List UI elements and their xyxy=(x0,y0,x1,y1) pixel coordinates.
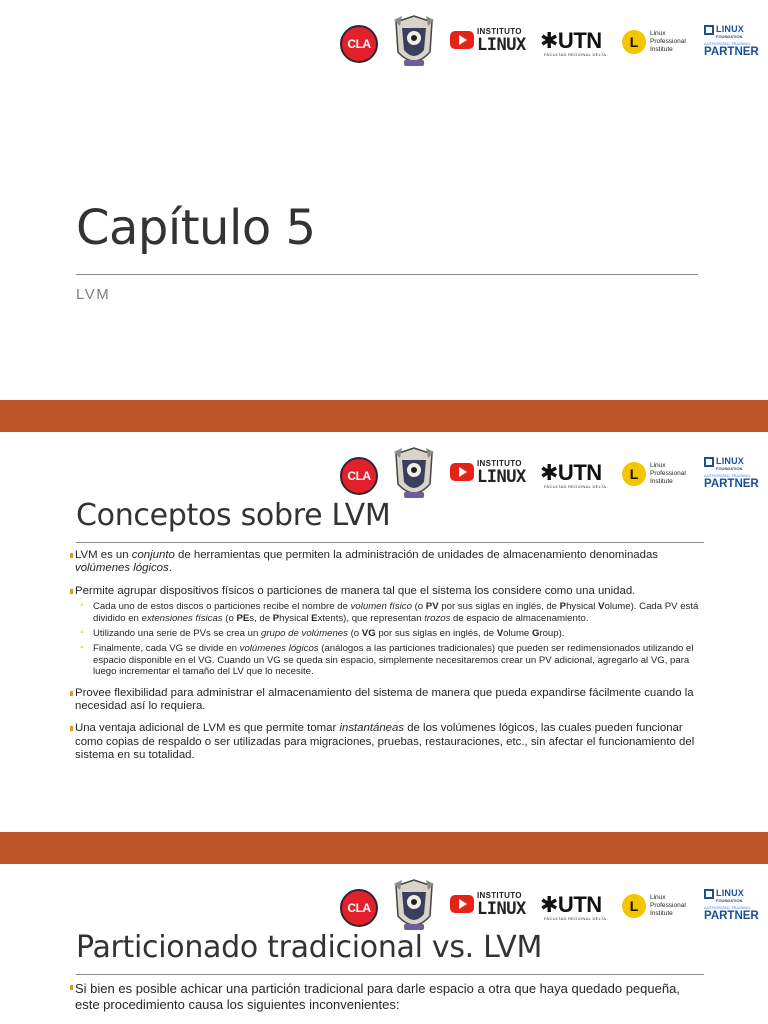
lf-logo-small: AUTHORIZED TRAINING xyxy=(704,473,751,478)
bullet-partition-issues: Si bien es posible achicar una partición tradicional para darle espacio a otra que haya quedado pequeña, este procedimiento causa los siguientes inconvenientes: xyxy=(70,981,708,1013)
sub-bullet-physical-volume: ◦ Cada uno de estos discos o particiones recibe el nombre de volumen físico (o PV por sus siglas en inglés, de Physical Volume). Cada PV está dividido en extensiones físicas (o PEs, de Physical Extents), que representan trozos de espacio de almacenamiento. xyxy=(93,601,708,624)
instituto-logo-top: INSTITUTO xyxy=(477,891,522,900)
title-divider xyxy=(76,542,704,543)
slide-1 xyxy=(0,0,768,400)
sub-bullet-volume-group: ◦ Utilizando una serie de PVs se crea un grupo de volúmenes (o VG por sus siglas en inglés, de Volume Group). xyxy=(93,628,708,639)
slide-title: Conceptos sobre LVM xyxy=(76,498,391,533)
chapter-title: Capítulo 5 xyxy=(76,200,316,256)
lf-logo-partner: PARTNER xyxy=(704,910,759,922)
utn-logo xyxy=(540,460,610,490)
instituto-linux-logo xyxy=(450,891,528,921)
linux-foundation-logo xyxy=(704,456,762,492)
instituto-linux-logo xyxy=(450,27,528,57)
utn-logo-subtext: FACULTAD REGIONAL DELTA xyxy=(544,52,607,57)
logo-bar xyxy=(338,878,762,934)
lf-logo-small: AUTHORIZED TRAINING xyxy=(704,905,751,910)
chapter-subtitle: LVM xyxy=(76,286,111,303)
university-crest-icon xyxy=(392,14,436,72)
lpi-logo xyxy=(622,26,692,58)
university-crest-icon xyxy=(392,446,436,504)
bullet-group-devices: Permite agrupar dispositivos físicos o particiones de manera tal que el sistema los considere como una unidad. xyxy=(70,585,708,598)
utn-logo-text: ✱UTN xyxy=(540,892,602,917)
lf-logo-top: LINUX xyxy=(716,24,744,34)
logo-bar xyxy=(338,14,762,70)
utn-logo-text: ✱UTN xyxy=(540,28,602,53)
slide-separator xyxy=(0,832,768,864)
youtube-play-icon xyxy=(450,463,474,481)
instituto-logo-top: INSTITUTO xyxy=(477,27,522,36)
slide-2 xyxy=(0,432,768,832)
utn-logo-subtext: FACULTAD REGIONAL DELTA xyxy=(544,916,607,921)
slide-separator xyxy=(0,400,768,432)
slide-body xyxy=(70,981,708,1022)
lpi-mark-icon: L xyxy=(622,462,646,486)
lf-logo-top: LINUX xyxy=(716,888,744,898)
cla-logo xyxy=(340,457,378,495)
cla-logo xyxy=(340,889,378,927)
cla-logo-text: CLA xyxy=(347,469,371,483)
lpi-logo-text: Linux Professional Institute xyxy=(650,30,686,53)
utn-logo xyxy=(540,892,610,922)
lpi-mark-icon: L xyxy=(622,894,646,918)
lf-logo-mid: FOUNDATION xyxy=(716,898,743,903)
lf-logo-mid: FOUNDATION xyxy=(716,34,743,39)
lf-logo-partner: PARTNER xyxy=(704,46,759,58)
bullet-snapshots: Una ventaja adicional de LVM es que permite tomar instantáneas de los volúmenes lógicos, las cuales pueden funcionar como copias de respaldo o ser utilizadas para migraciones, pruebas, restauraciones, etc., sin afectar el funcionamiento del sistema en su totalidad. xyxy=(70,722,708,762)
bullet-lvm-definition: LVM es un conjunto de herramientas que permiten la administración de unidades de almacenamiento denominadas volúmenes lógicos. xyxy=(70,549,708,576)
instituto-logo-bottom: LINUX xyxy=(477,35,526,55)
slide-body xyxy=(70,549,708,772)
title-divider xyxy=(76,274,698,275)
linux-foundation-box-icon xyxy=(704,25,714,35)
instituto-logo-bottom: LINUX xyxy=(477,899,526,919)
cla-logo xyxy=(340,25,378,63)
youtube-play-icon xyxy=(450,895,474,913)
lf-logo-top: LINUX xyxy=(716,456,744,466)
slide-3 xyxy=(0,864,768,1024)
utn-logo-subtext: FACULTAD REGIONAL DELTA xyxy=(544,484,607,489)
bullet-flexibility: Provee flexibilidad para administrar el almacenamiento del sistema de manera que pueda expandirse fácilmente cuando la necesidad así lo requiera. xyxy=(70,687,708,714)
linux-foundation-logo xyxy=(704,888,762,924)
lf-logo-small: AUTHORIZED TRAINING xyxy=(704,41,751,46)
lpi-logo-text: Linux Professional Institute xyxy=(650,462,686,485)
university-crest-icon xyxy=(392,878,436,936)
slide-title: Particionado tradicional vs. LVM xyxy=(76,930,543,965)
utn-logo xyxy=(540,28,610,58)
instituto-linux-logo xyxy=(450,459,528,489)
utn-logo-text: ✱UTN xyxy=(540,460,602,485)
linux-foundation-box-icon xyxy=(704,457,714,467)
title-divider xyxy=(76,974,704,975)
cla-logo-text: CLA xyxy=(347,37,371,51)
instituto-logo-top: INSTITUTO xyxy=(477,459,522,468)
cla-logo-text: CLA xyxy=(347,901,371,915)
lf-logo-mid: FOUNDATION xyxy=(716,466,743,471)
lf-logo-partner: PARTNER xyxy=(704,478,759,490)
lpi-logo xyxy=(622,890,692,922)
instituto-logo-bottom: LINUX xyxy=(477,467,526,487)
lpi-logo xyxy=(622,458,692,490)
logo-bar xyxy=(338,446,762,502)
linux-foundation-logo xyxy=(704,24,762,60)
linux-foundation-box-icon xyxy=(704,889,714,899)
youtube-play-icon xyxy=(450,31,474,49)
lpi-mark-icon: L xyxy=(622,30,646,54)
lpi-logo-text: Linux Professional Institute xyxy=(650,894,686,917)
sub-bullet-logical-volumes: ◦ Finalmente, cada VG se divide en volúmenes lógicos (análogos a las particiones tradicionales) que pueden ser redimensionados utilizando el espacio disponible en el VG. Cuando un VG se queda sin espacio, simplemente necesitaremos crear un PV adicional, agregarlo al VG, para luego incrementar el tamaño del LV que lo necesite. xyxy=(93,643,708,677)
